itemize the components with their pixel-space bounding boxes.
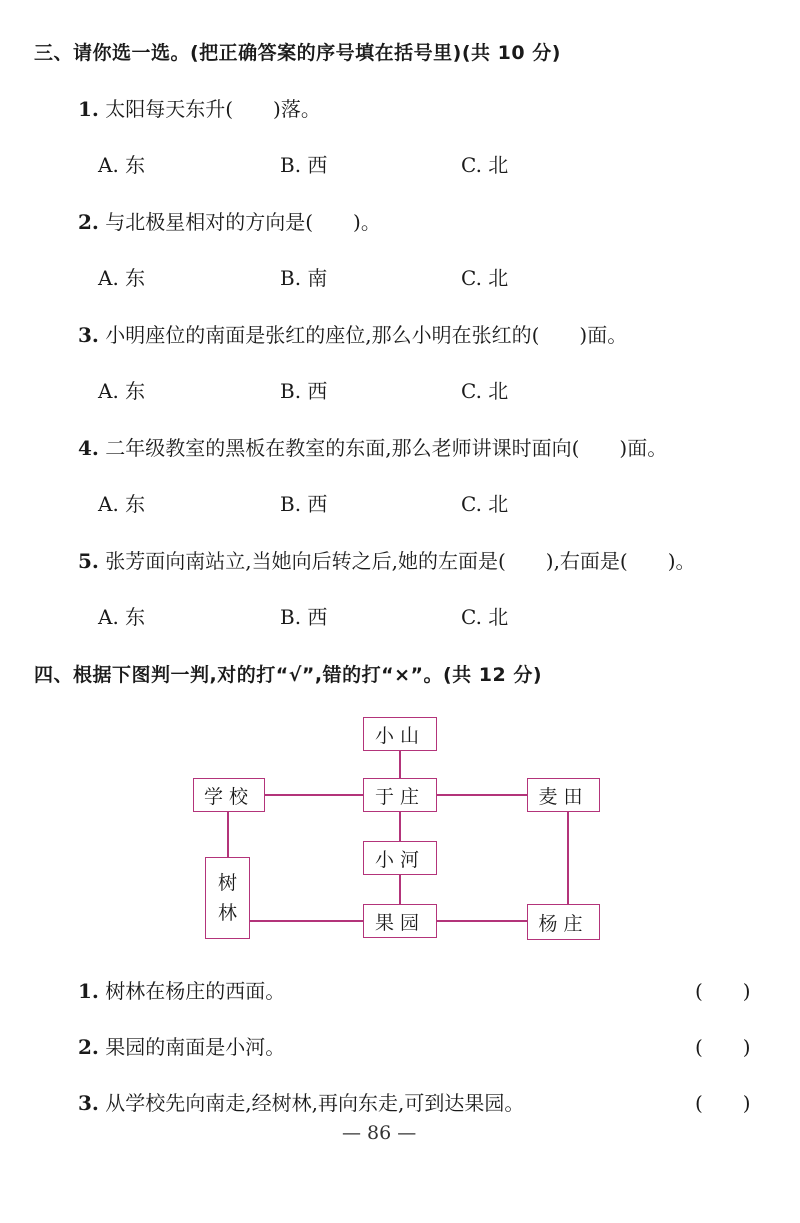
line-yuzhuang-maitian <box>437 794 528 796</box>
question-3-1 <box>78 93 321 122</box>
map-box-yangzhuang: 杨庄 <box>527 904 600 940</box>
option-b[interactable]: B. 西 <box>280 153 328 177</box>
question-number: 2. <box>78 210 99 234</box>
line-xuexiao-yuzhuang <box>264 794 364 796</box>
question-number: 1. <box>78 979 99 1003</box>
line-xiaoshan-yuzhuang <box>399 750 401 779</box>
option-c[interactable]: C. 北 <box>461 492 509 516</box>
question-4-2 <box>78 1031 285 1060</box>
answer-blank[interactable]: ( ) <box>695 979 751 1003</box>
question-number: 4. <box>78 436 99 460</box>
line-xuexiao-shulin <box>227 812 229 857</box>
answer-blank[interactable]: ( ) <box>695 1035 751 1059</box>
line-maitian-yangzhuang <box>567 812 569 905</box>
option-b[interactable]: B. 西 <box>280 379 328 403</box>
question-3-5 <box>78 545 696 574</box>
question-number: 3. <box>78 1091 99 1115</box>
question-text: 小明座位的南面是张红的座位,那么小明在张红的( )面。 <box>105 323 628 347</box>
option-a[interactable]: A. 东 <box>98 153 146 177</box>
page-number: — 86 — <box>342 1122 417 1144</box>
option-a[interactable]: A. 东 <box>98 605 146 629</box>
option-a[interactable]: A. 东 <box>98 492 146 516</box>
map-label-shulin-1: 树 <box>217 872 237 894</box>
map-label-shulin-2: 林 <box>217 902 237 924</box>
line-yuzhuang-xiaohe <box>399 812 401 841</box>
question-4-1 <box>78 975 285 1004</box>
map-box-xiaohe: 小河 <box>363 841 437 875</box>
question-number: 3. <box>78 323 99 347</box>
question-text: 与北极星相对的方向是( )。 <box>105 210 381 234</box>
option-a[interactable]: A. 东 <box>98 379 146 403</box>
option-b[interactable]: B. 西 <box>280 492 328 516</box>
option-c[interactable]: C. 北 <box>461 605 509 629</box>
question-text: 树林在杨庄的西面。 <box>105 979 286 1003</box>
option-c[interactable]: C. 北 <box>461 379 509 403</box>
option-b[interactable]: B. 南 <box>280 266 328 290</box>
answer-blank[interactable]: ( ) <box>695 1091 751 1115</box>
map-box-yuzhuang: 于庄 <box>363 778 437 812</box>
option-c[interactable]: C. 北 <box>461 266 509 290</box>
question-text: 从学校先向南走,经树林,再向东走,可到达果园。 <box>105 1091 525 1115</box>
question-4-3 <box>78 1087 524 1116</box>
question-3-3 <box>78 319 627 348</box>
question-number: 1. <box>78 97 99 121</box>
line-guoyuan-yangzhuang <box>437 920 528 922</box>
map-box-maitian: 麦田 <box>527 778 600 812</box>
section-4-title: 四、根据下图判一判,对的打“√”,错的打“×”。(共 12 分) <box>34 664 543 686</box>
question-text: 太阳每天东升( )落。 <box>105 97 321 121</box>
question-number: 2. <box>78 1035 99 1059</box>
option-b[interactable]: B. 西 <box>280 605 328 629</box>
option-a[interactable]: A. 东 <box>98 266 146 290</box>
question-3-4 <box>78 432 667 461</box>
map-box-guoyuan: 果园 <box>363 904 437 938</box>
map-box-xuexiao: 学校 <box>193 778 265 812</box>
question-number: 5. <box>78 549 99 573</box>
map-box-shulin <box>205 857 250 939</box>
option-c[interactable]: C. 北 <box>461 153 509 177</box>
question-text: 二年级教室的黑板在教室的东面,那么老师讲课时面向( )面。 <box>105 436 668 460</box>
question-text: 果园的南面是小河。 <box>105 1035 286 1059</box>
question-3-2 <box>78 206 381 235</box>
line-shulin-guoyuan <box>249 920 364 922</box>
line-xiaohe-guoyuan <box>399 875 401 904</box>
map-box-xiaoshan: 小山 <box>363 717 437 751</box>
question-text: 张芳面向南站立,当她向后转之后,她的左面是( ),右面是( )。 <box>105 549 696 573</box>
section-3-title: 三、请你选一选。(把正确答案的序号填在括号里)(共 10 分) <box>34 42 561 64</box>
